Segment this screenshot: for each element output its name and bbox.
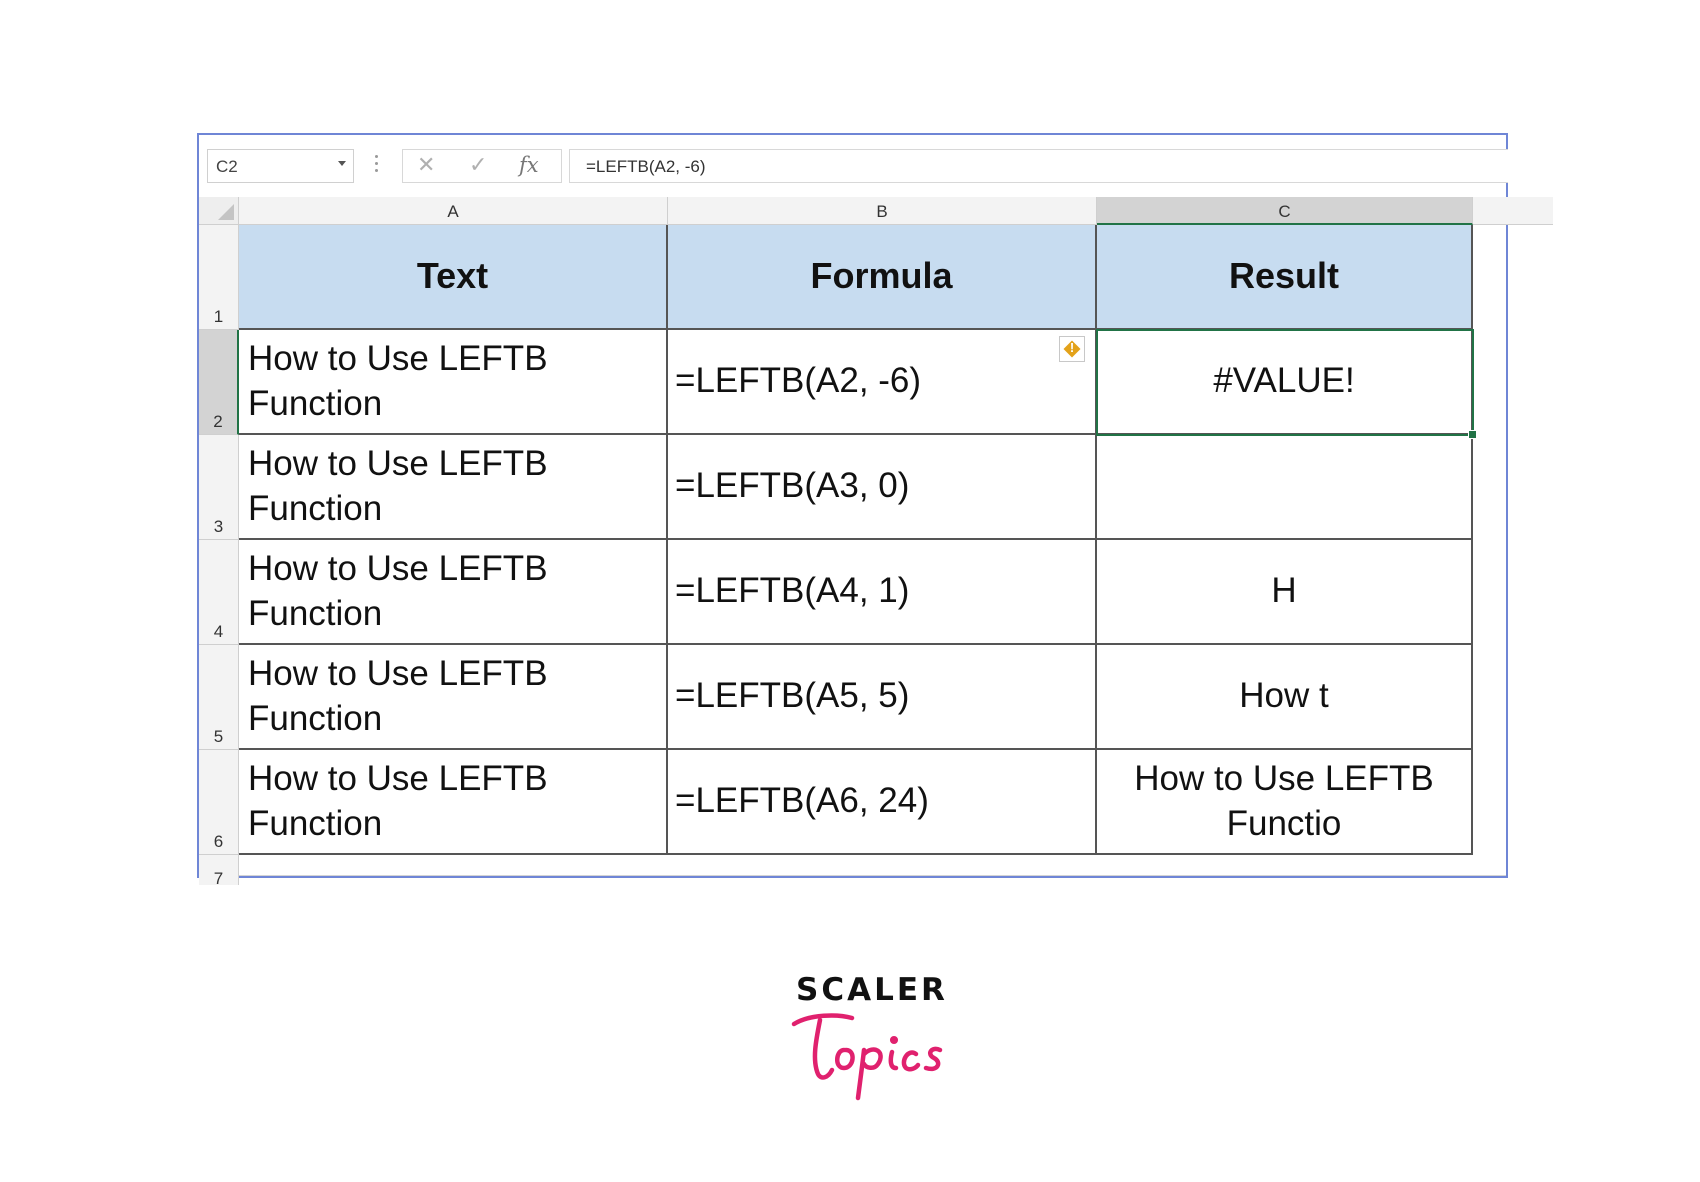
cell-value: H [1271, 571, 1297, 611]
cell-value: How to Use LEFTB Function [248, 338, 548, 423]
column-header-c[interactable]: C [1097, 197, 1473, 225]
row-number: 6 [213, 832, 224, 851]
chevron-down-icon[interactable] [338, 161, 346, 166]
row-number: 1 [213, 307, 224, 326]
row-number: 4 [213, 622, 224, 641]
row-header-5[interactable] [199, 645, 239, 750]
cell-c3[interactable] [1097, 435, 1473, 540]
cancel-icon[interactable]: ✕ [417, 152, 436, 177]
cell-a4[interactable] [239, 540, 668, 645]
cell-b3[interactable] [668, 435, 1097, 540]
cell-a5[interactable] [239, 645, 668, 750]
cell-a2[interactable] [239, 330, 668, 435]
cell-a3[interactable] [239, 435, 668, 540]
select-all-icon [218, 204, 234, 220]
row-header-4[interactable] [199, 540, 239, 645]
row-number: 5 [213, 727, 224, 746]
cell-c2[interactable] [1097, 330, 1473, 435]
cell-b6[interactable] [668, 750, 1097, 855]
cell-value: #VALUE! [1213, 361, 1355, 401]
cell-value: How t [1239, 676, 1329, 716]
spreadsheet-window [197, 133, 1508, 888]
cell-c1[interactable] [1097, 225, 1473, 330]
cell-value: =LEFTB(A6, 24) [675, 781, 929, 821]
cell-c4[interactable] [1097, 540, 1473, 645]
row-7-line [239, 875, 1506, 876]
cell-b2[interactable] [668, 330, 1097, 435]
column-header-b[interactable]: B [668, 197, 1097, 225]
formula-input-value: =LEFTB(A2, -6) [586, 157, 706, 176]
cell-value: =LEFTB(A5, 5) [675, 676, 910, 716]
select-all-button[interactable] [199, 197, 239, 225]
name-box[interactable] [207, 149, 354, 183]
row-header-2[interactable] [199, 330, 239, 435]
row-header-1[interactable] [199, 225, 239, 330]
cell-value: Formula [810, 255, 953, 297]
cell-value: How to Use LEFTB Function [248, 758, 548, 843]
cell-value: How to Use LEFTB Functio [1134, 758, 1434, 843]
cell-a1[interactable] [239, 225, 668, 330]
row-number: 2 [213, 412, 223, 431]
logo-script-icon [790, 1010, 950, 1100]
formula-input[interactable] [569, 149, 1508, 183]
cell-value: How to Use LEFTB Function [248, 653, 548, 738]
drag-handle-icon[interactable] [374, 155, 380, 177]
cell-b5[interactable] [668, 645, 1097, 750]
row-number: 7 [213, 869, 224, 888]
cell-b1[interactable] [668, 225, 1097, 330]
cell-b4[interactable] [668, 540, 1097, 645]
cell-value: How to Use LEFTB Function [248, 443, 548, 528]
column-header-filler [1473, 197, 1553, 225]
cell-c6[interactable] [1097, 750, 1473, 855]
enter-icon[interactable]: ✓ [469, 152, 488, 177]
row-number: 3 [213, 517, 224, 536]
function-icon[interactable]: fx [519, 153, 539, 177]
cell-grid [199, 197, 1506, 888]
cell-value: =LEFTB(A3, 0) [675, 466, 910, 506]
error-warning-button[interactable]: ! [1059, 336, 1085, 362]
cell-value: =LEFTB(A2, -6) [675, 361, 922, 401]
formula-bar [199, 135, 1506, 198]
cell-value: Result [1228, 255, 1340, 297]
column-header-a[interactable]: A [239, 197, 668, 225]
logo-wordmark: SCALER [796, 972, 948, 1008]
cell-a6[interactable] [239, 750, 668, 855]
name-box-value: C2 [216, 157, 238, 176]
cell-value: How to Use LEFTB Function [248, 548, 548, 633]
row-header-6[interactable] [199, 750, 239, 855]
cell-c5[interactable] [1097, 645, 1473, 750]
formula-buttons [402, 149, 562, 183]
row-header-3[interactable] [199, 435, 239, 540]
row-header-7[interactable] [199, 855, 239, 888]
cell-value: =LEFTB(A4, 1) [675, 571, 910, 611]
cell-value: Text [416, 255, 489, 297]
scaler-topics-logo [780, 970, 950, 1100]
